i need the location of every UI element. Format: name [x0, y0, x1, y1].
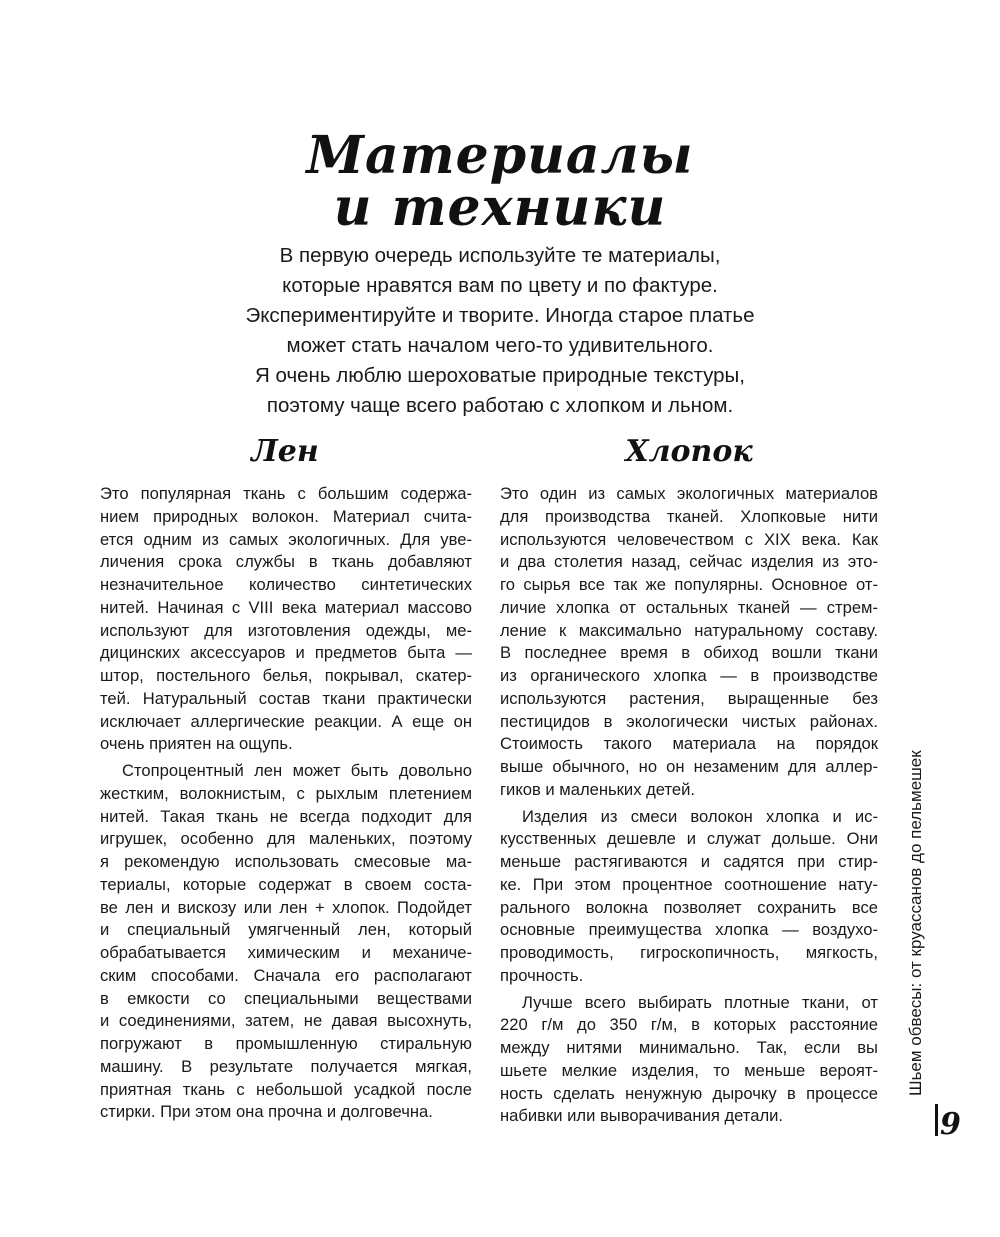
page-number: 9	[940, 1107, 961, 1142]
page-title-line-2: и техники	[333, 177, 667, 238]
text-line: тей. Натуральный состав ткани практически	[100, 688, 472, 708]
text-line: выше обычного, но он незаменим для аллер-	[500, 757, 878, 776]
intro-line: Я очень люблю шероховатые природные текстуры,	[255, 364, 745, 387]
text-line: стирки. При этом она прочна и долговечна.	[100, 1102, 433, 1122]
text-line: используются человечеством с XIX века. Как	[500, 529, 878, 549]
intro-paragraph	[150, 241, 850, 421]
text-line: штор, постельного белья, покрывал, скатер-	[100, 666, 472, 685]
text-line: машину. В результате получается мягкая,	[100, 1056, 472, 1076]
khlopok-text-column	[500, 483, 878, 1128]
text-line: и два столетия назад, сейчас изделия из это-	[500, 552, 878, 572]
text-line: жестким, волокнистым, с рыхлым плетением	[100, 783, 472, 803]
text-line: ским способами. Сначала его располагают	[100, 965, 472, 985]
text-line: гиков и маленьких детей.	[500, 779, 695, 799]
text-line: используются растения, выращенные без	[500, 688, 878, 708]
running-title: Шьем обвесы: от круассанов до пельмешек	[906, 750, 925, 1096]
text-line: набивки или выворачивания детали.	[500, 1106, 784, 1126]
text-line: в емкости со специальными веществами	[100, 988, 472, 1008]
text-line: Изделия из смеси волокон хлопка и ис-	[522, 806, 878, 826]
text-line: ность сделать ненужную дырочку в процессе	[500, 1083, 878, 1103]
text-line: прочность.	[500, 965, 584, 985]
text-line: обрабатывается химическим и механиче-	[100, 943, 472, 962]
text-line: личие хлопка от остальных тканей — стрем-	[500, 597, 878, 617]
text-line: ется одним из самых экологичных. Для уве-	[100, 529, 472, 549]
text-line: и специальный умягченный лен, который	[100, 920, 472, 940]
text-line: ление к максимально натуральному составу.	[500, 620, 878, 640]
intro-line: В первую очередь используйте те материалы,	[279, 244, 721, 267]
text-line: ве лен и вискозу или лен + хлопок. Подойдет	[100, 897, 472, 917]
text-line: погружают в промышленную стиральную	[100, 1034, 472, 1053]
text-line: В последнее время в обиход вошли ткани	[500, 643, 878, 663]
intro-line: которые нравятся вам по цвету и по фактуре.	[282, 274, 718, 297]
intro-line: Экспериментируйте и творите. Иногда старое платье	[245, 304, 755, 327]
text-line: между нитями минимально. Так, если вы	[500, 1038, 878, 1057]
text-line: пестицидов в экологически чистых районах.	[500, 711, 878, 731]
text-line: шьете мелкие изделия, то меньше вероят-	[500, 1060, 878, 1080]
text-line: териалы, которые содержат в своем соста-	[100, 874, 472, 894]
text-line: Это популярная ткань с большим содержа-	[100, 484, 472, 503]
text-line: Стопроцентный лен может быть довольно	[122, 761, 472, 780]
text-line: Стоимость такого материала на порядок	[500, 734, 878, 754]
text-line: проводимость, гигроскопичность, мягкость,	[500, 943, 878, 962]
text-line: нитей. Начиная с VIII века материал массово	[100, 597, 472, 617]
page-number-divider	[935, 1104, 938, 1136]
text-line: игрушек, особенно для маленьких, поэтому	[100, 829, 472, 849]
text-line: Это один из самых экологичных материалов	[500, 484, 878, 503]
text-line: меньше растягиваются и садятся при стир-	[500, 852, 878, 871]
section-heading-len: Лен	[251, 434, 319, 469]
intro-line: может стать началом чего-то удивительного.	[286, 334, 714, 357]
text-line: используют для изготовления одежды, ме-	[100, 620, 472, 640]
intro-line: поэтому чаще всего работаю с хлопком и льном.	[266, 394, 734, 417]
text-line: нием природных волокон. Материал счита-	[100, 506, 472, 526]
section-heading-khlopok: Хлопок	[625, 434, 753, 469]
len-text-column	[100, 483, 472, 1124]
text-line: и соединениями, затем, не давая высохнуть,	[100, 1011, 472, 1031]
text-line: из органического хлопка — в производстве	[500, 666, 878, 685]
text-line: ке. При этом процентное соотношение нату-	[500, 874, 878, 894]
text-line: Лучше всего выбирать плотные ткани, от	[522, 992, 878, 1012]
text-line: для производства тканей. Хлопковые нити	[500, 506, 878, 526]
text-line: исключает аллергические реакции. А еще он	[100, 711, 472, 731]
text-line: го сырья все так же популярны. Основное от-	[500, 575, 878, 594]
text-line: основные преимущества хлопка — воздухо-	[500, 920, 878, 940]
text-line: приятная ткань с небольшой усадкой после	[100, 1079, 472, 1099]
text-line: кусственных дешевле и служат дольше. Они	[500, 829, 878, 849]
text-line: дицинских аксессуаров и предметов быта —	[100, 643, 472, 663]
text-line: 220 г/м до 350 г/м, в которых расстояние	[500, 1015, 878, 1035]
text-line: очень приятен на ощупь.	[100, 734, 293, 754]
text-line: личения срока службы в ткань добавляют	[100, 552, 472, 572]
text-line: нитей. Такая ткань не всегда подходит для	[100, 806, 472, 826]
text-line: я рекомендую использовать смесовые ма-	[100, 852, 472, 871]
text-line: незначительное количество синтетических	[100, 575, 472, 594]
text-line: рального волокна позволяет сохранить все	[500, 897, 878, 917]
page-title-line-1: Материалы	[306, 125, 694, 186]
